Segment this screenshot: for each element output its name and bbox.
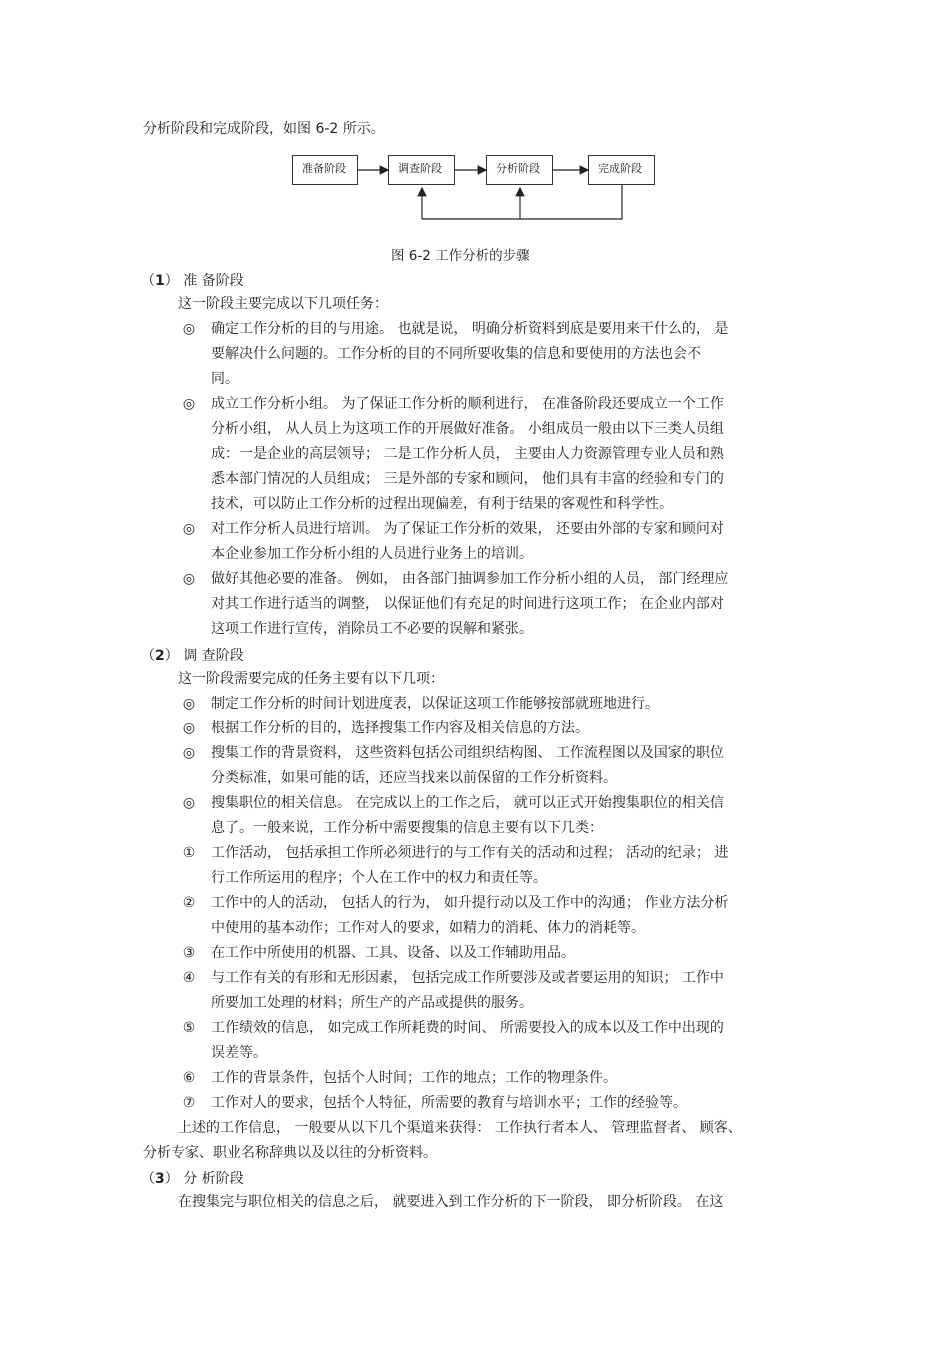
section2-lead: 这一阶段需要完成的任务主要有以下几项： <box>178 671 444 687</box>
item-line: 搜集工作的背景资料， 这些资料包括公司组织结构图、 工作流程图以及国家的职位 <box>211 745 724 761</box>
item-line: 中使用的基本动作；工作对人的要求，如精力的消耗、体力的消耗等。 <box>211 920 645 936</box>
bullet-marker: ⑤ <box>182 1020 196 1036</box>
item-line: 确定工作分析的目的与用途。 也就是说， 明确分析资料到底是要用来干什么的， 是 <box>211 321 729 337</box>
bullet-marker: ③ <box>182 945 196 961</box>
item-line: 对工作分析人员进行培训。 为了保证工作分析的效果， 还要由外部的专家和顾问对 <box>211 521 724 537</box>
item-line: 对其工作进行适当的调整， 以保证他们有充足的时间进行这项工作； 在企业内部对 <box>211 596 724 612</box>
bullet-marker: ⑦ <box>182 1095 196 1111</box>
section-heading-1: （1） 准 备阶段 <box>141 273 244 289</box>
item-line: 要解决什么问题的。工作分析的目的不同所要收集的信息和要使用的方法也会不 <box>211 346 701 362</box>
diagram-box-investigate: 调查阶段 <box>388 155 455 185</box>
figure-caption: 图 6-2 工作分析的步骤 <box>391 248 530 264</box>
section2-summary-line: 上述的工作信息， 一般要从以下几个渠道来获得： 工作执行者本人、 管理监督者、 顾客、 <box>178 1120 742 1136</box>
bullet-marker: ◎ <box>182 571 196 587</box>
diagram-box-analyze: 分析阶段 <box>486 155 553 185</box>
item-line: 工作活动， 包括承担工作所必须进行的与工作有关的活动和过程； 活动的纪录； 进 <box>211 845 729 861</box>
section-number: 2 <box>155 648 165 664</box>
item-line: 息了。一般来说，工作分析中需要搜集的信息主要有以下几类： <box>211 820 603 836</box>
diagram-box-prepare: 准备阶段 <box>292 155 358 185</box>
item-line: 工作的背景条件，包括个人时间；工作的地点；工作的物理条件。 <box>211 1070 617 1086</box>
item-line: 分类标准，如果可能的话，还应当找来以前保留的工作分析资料。 <box>211 770 617 786</box>
item-line: 这项工作进行宣传，消除员工不必要的误解和紧张。 <box>211 621 533 637</box>
item-line: 工作中的人的活动， 包括人的行为， 如升提行动以及工作中的沟通； 作业方法分析 <box>211 895 729 911</box>
item-line: 误差等。 <box>211 1045 267 1061</box>
flow-diagram <box>0 0 950 240</box>
item-line: 工作绩效的信息， 如完成工作所耗费的时间、 所需要投入的成本以及工作中出现的 <box>211 1020 724 1036</box>
item-line: 与工作有关的有形和无形因素， 包括完成工作所要涉及或者要运用的知识； 工作中 <box>211 970 724 986</box>
section-title: 准 备阶段 <box>183 273 244 289</box>
item-line: 本企业参加工作分析小组的人员进行业务上的培训。 <box>211 546 533 562</box>
section3-lead: 在搜集完与职位相关的信息之后， 就要进入到工作分析的下一阶段， 即分析阶段。 在这 <box>178 1194 724 1210</box>
bullet-marker: ◎ <box>182 720 196 736</box>
item-line: 做好其他必要的准备。 例如， 由各部门抽调参加工作分析小组的人员， 部门经理应 <box>211 571 729 587</box>
bullet-marker: ① <box>182 845 196 861</box>
item-line: 工作对人的要求，包括个人特征，所需要的教育与培训水平；工作的经验等。 <box>211 1095 687 1111</box>
bullet-marker: ◎ <box>182 745 196 761</box>
item-line: 同。 <box>211 371 239 387</box>
intro-line: 分析阶段和完成阶段，如图 6-2 所示。 <box>143 121 385 137</box>
section-number: 1 <box>155 273 165 289</box>
item-line: 分析小组， 从人员上为这项工作的开展做好准备。 小组成员一般由以下三类人员组 <box>211 421 724 437</box>
item-line: 制定工作分析的时间计划进度表，以保证这项工作能够按部就班地进行。 <box>211 696 659 712</box>
section-heading-3: （3） 分 析阶段 <box>141 1171 244 1187</box>
item-line: 搜集职位的相关信息。 在完成以上的工作之后， 就可以正式开始搜集职位的相关信 <box>211 795 724 811</box>
item-line: 成立工作分析小组。 为了保证工作分析的顺利进行， 在准备阶段还要成立一个工作 <box>211 396 724 412</box>
item-line: 在工作中所使用的机器、工具、设备、以及工作辅助用品。 <box>211 945 575 961</box>
section-heading-2: （2） 调 查阶段 <box>141 648 244 664</box>
section2-summary-line: 分析专家、职业名称辞典以及以往的分析资料。 <box>143 1145 437 1161</box>
diagram-box-complete: 完成阶段 <box>588 155 655 185</box>
section1-lead: 这一阶段主要完成以下几项任务： <box>178 296 388 312</box>
flow-diagram-connectors <box>0 0 950 240</box>
section-number: 3 <box>155 1171 165 1187</box>
bullet-marker: ◎ <box>182 521 196 537</box>
bullet-marker: ◎ <box>182 396 196 412</box>
item-line: 悉本部门情况的人员组成； 三是外部的专家和顾问， 他们具有丰富的经验和专门的 <box>211 471 724 487</box>
item-line: 成：一是企业的高层领导； 二是工作分析人员， 主要由人力资源管理专业人员和熟 <box>211 446 724 462</box>
bullet-marker: ⑥ <box>182 1070 196 1086</box>
item-line: 技术，可以防止工作分析的过程出现偏差，有利于结果的客观性和科学性。 <box>211 496 673 512</box>
section-title: 调 查阶段 <box>183 648 244 664</box>
bullet-marker: ◎ <box>182 321 196 337</box>
bullet-marker: ④ <box>182 970 196 986</box>
bullet-marker: ◎ <box>182 795 196 811</box>
item-line: 行工作所运用的程序；个人在工作中的权力和责任等。 <box>211 870 547 886</box>
item-line: 根据工作分析的目的，选择搜集工作内容及相关信息的方法。 <box>211 720 589 736</box>
item-line: 所要加工处理的材料；所生产的产品或提供的服务。 <box>211 995 533 1011</box>
bullet-marker: ② <box>182 895 196 911</box>
section-title: 分 析阶段 <box>183 1171 244 1187</box>
bullet-marker: ◎ <box>182 696 196 712</box>
